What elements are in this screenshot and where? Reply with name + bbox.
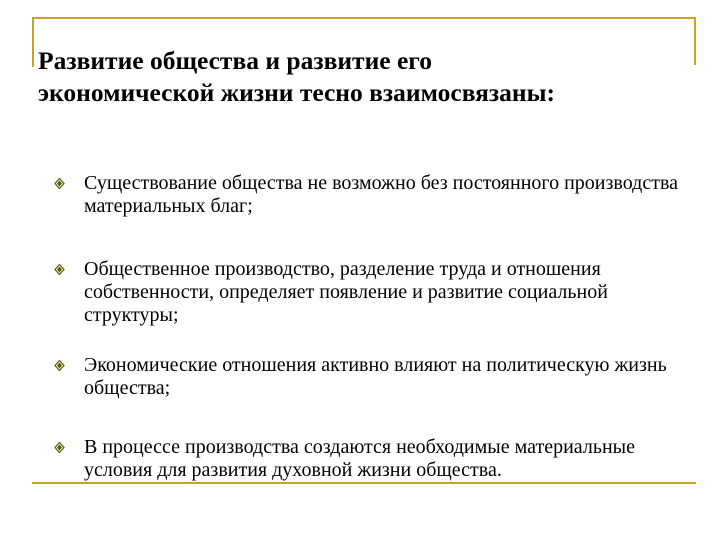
bullet-text: Общественное производство, разделение труда и отношения собственности, определяет появление и развитие социальной структуры; <box>84 258 608 326</box>
bullet-text: Экономические отношения активно влияют на политическую жизнь общества; <box>84 354 667 399</box>
slide-title-line-2: экономической жизни тесно взаимосвязаны: <box>38 78 556 107</box>
diamond-bullet-icon <box>54 178 65 189</box>
diamond-bullet-icon <box>54 360 65 371</box>
slide-title <box>38 45 688 109</box>
right-rule <box>694 17 696 65</box>
diamond-bullet-icon <box>54 442 65 453</box>
left-rule <box>32 17 34 67</box>
bullet-item <box>54 172 694 258</box>
bullet-item <box>54 354 694 436</box>
diamond-bullet-icon <box>54 264 65 275</box>
bullet-list <box>54 172 694 482</box>
bullet-text: Существование общества не возможно без постоянного производства материальных благ; <box>84 172 678 217</box>
slide-title-line-1: Развитие общества и развитие его <box>38 46 432 75</box>
bullet-item <box>54 436 694 482</box>
bullet-item <box>54 258 694 354</box>
bullet-text: В процессе производства создаются необходимые материальные условия для развития духовной жизни общества. <box>84 436 635 481</box>
bottom-rule <box>32 482 696 484</box>
top-rule <box>32 17 696 19</box>
